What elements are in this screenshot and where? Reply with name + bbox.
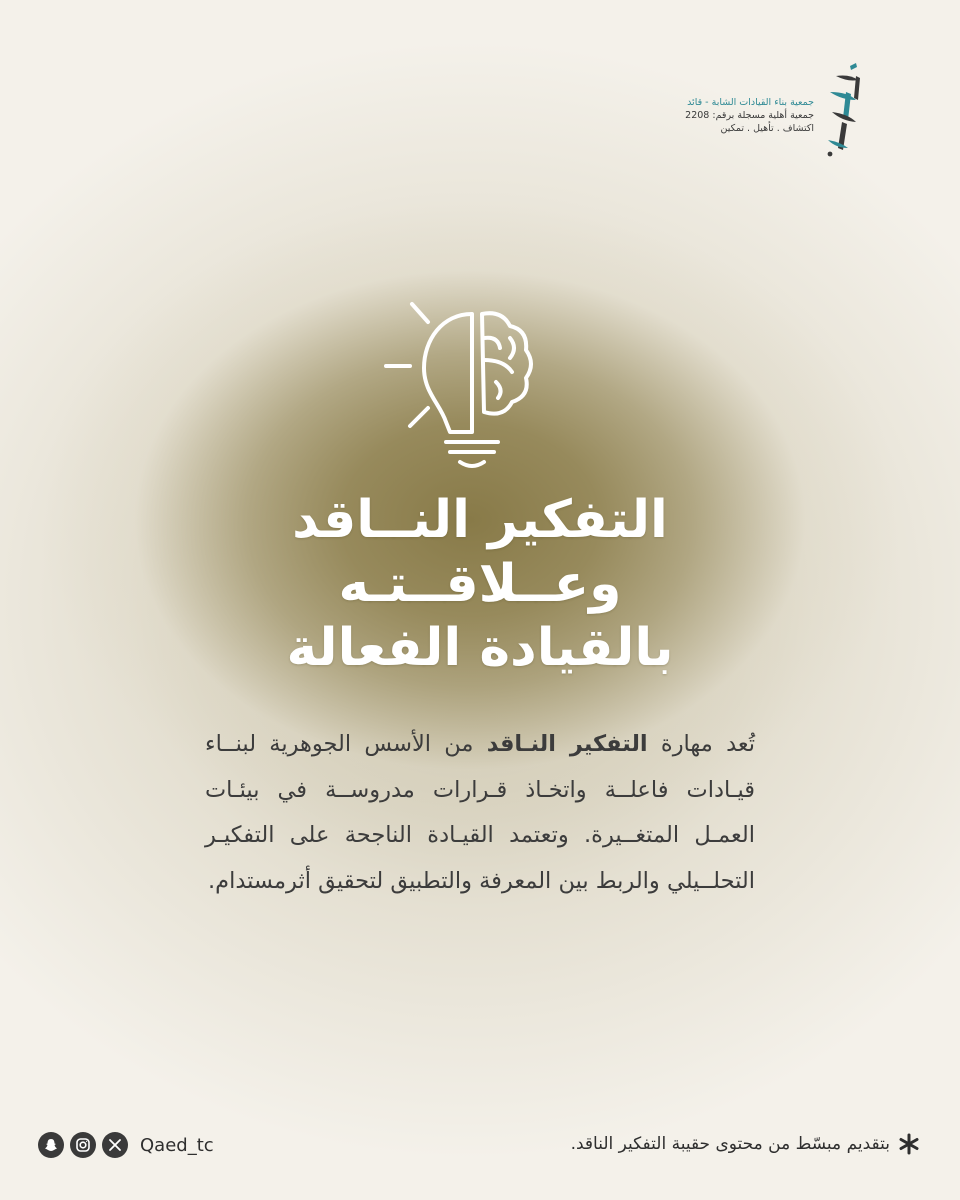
body-prefix: تُعد مهارة: [647, 731, 756, 757]
qaed-logo-mark-icon: [822, 62, 868, 162]
title-line-2: وعــلاقــتـه: [338, 554, 622, 614]
lightbulb-brain-icon: [380, 298, 540, 473]
snapchat-icon[interactable]: [38, 1132, 64, 1158]
footer-note: [571, 1133, 920, 1155]
instagram-icon[interactable]: [70, 1132, 96, 1158]
logo-org-name: جمعية بناء القيادات الشابة - قائد: [687, 97, 814, 108]
organization-logo: [685, 62, 868, 162]
logo-tagline: اكتشاف . تأهيل . تمكين: [720, 123, 814, 134]
x-icon[interactable]: [102, 1132, 128, 1158]
body-paragraph: [205, 722, 755, 904]
asterisk-icon: [898, 1133, 920, 1155]
main-title: [180, 488, 780, 680]
title-line-1: التفكير النــاقد: [292, 490, 668, 550]
title-line-3: بالقيادة الفعالة: [286, 618, 674, 678]
social-handle[interactable]: Qaed_tc: [140, 1134, 214, 1156]
logo-registration: جمعية أهلية مسجلة برقم: 2208: [685, 110, 814, 121]
social-links: [38, 1132, 214, 1158]
body-rest: من الأسس الجوهرية لبنــاء قيـادات فاعلــة واتخـاذ قـرارات مدروســة في بيئـات العمـل المتغــيرة. وتعتمد القيـادة الناجحة على التفكيـر التحلــيلي والربط بين المعرفة والتطبيق لتحقيق أثرمستدام.: [205, 731, 755, 894]
body-highlight: التفكير النـاقد: [486, 731, 648, 757]
footer-note-text: بتقديم مبسّط من محتوى حقيبة التفكير الناقد.: [570, 1134, 890, 1154]
